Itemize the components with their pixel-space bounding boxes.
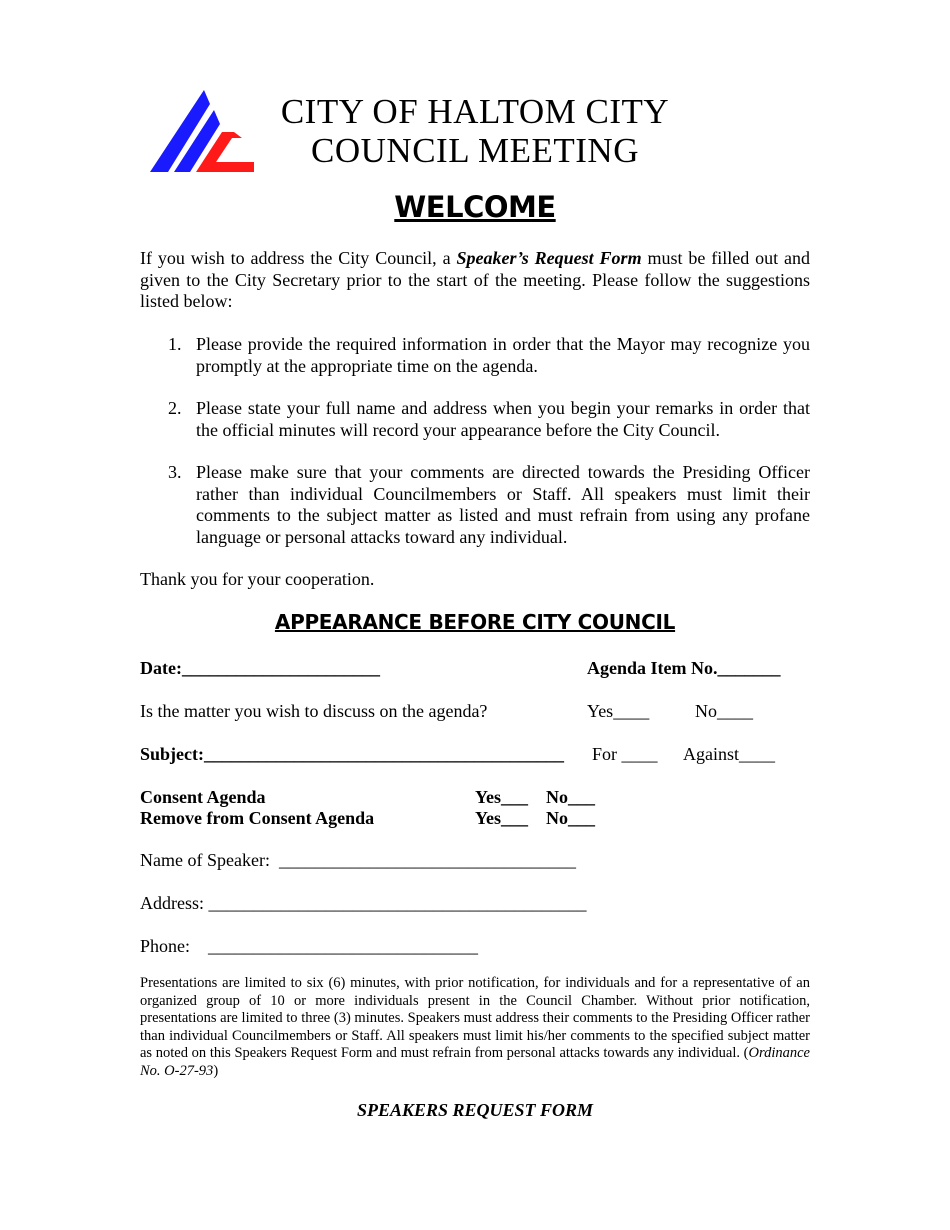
list-item <box>140 398 810 441</box>
consent-yes-field[interactable]: Yes___ <box>475 787 528 807</box>
agenda-item-field[interactable]: Agenda Item No._______ <box>587 658 781 678</box>
list-item <box>140 462 810 548</box>
haltom-city-logo-icon <box>150 86 256 174</box>
notice-close: ) <box>213 1062 219 1079</box>
list-item-number: 2. <box>168 398 182 418</box>
list-item-number: 3. <box>168 462 182 482</box>
welcome-heading: WELCOME <box>394 190 556 224</box>
intro-emphasis: Speaker’s Request Form <box>456 248 642 268</box>
intro-after: must be filled out and given to the City Secretary prior to the start of the meeting. Please follow the suggestions listed below: <box>140 248 810 311</box>
for-field[interactable]: For ____ <box>592 744 658 764</box>
list-item-number: 1. <box>168 334 182 354</box>
on-agenda-yes-field[interactable]: Yes____ <box>587 701 650 721</box>
on-agenda-question: Is the matter you wish to discuss on the agenda? <box>140 701 488 721</box>
list-item-text: Please provide the required information in order that the Mayor may recognize you promptly at the appropriate time on the agenda. <box>196 334 810 376</box>
list-item-text: Please state your full name and address when you begin your remarks in order that the official minutes will record your appearance before the City Council. <box>196 398 810 440</box>
list-item-text: Please make sure that your comments are directed towards the Presiding Officer rather than individual Councilmembers or Staff. All speakers must limit their comments to the subject matter as listed and must refrain from using any profane language or personal attacks toward any individual. <box>196 462 810 547</box>
presentation-notice <box>140 975 810 1081</box>
address-field[interactable]: Address: __________________________________________ <box>140 893 587 913</box>
intro-paragraph <box>140 248 810 313</box>
speaker-name-field[interactable]: Name of Speaker: _________________________________ <box>140 850 576 870</box>
subject-field[interactable]: Subject:________________________________________ <box>140 744 564 764</box>
on-agenda-no-field[interactable]: No____ <box>695 701 753 721</box>
phone-field[interactable]: Phone: ______________________________ <box>140 936 479 956</box>
ordinance-number: Ordinance No. O-27-93 <box>140 1045 810 1079</box>
intro-before: If you wish to address the City Council, a <box>140 248 457 268</box>
consent-agenda-label: Consent Agenda <box>140 787 266 807</box>
list-item <box>140 334 810 377</box>
remove-consent-label: Remove from Consent Agenda <box>140 808 375 828</box>
title-line-1: CITY OF HALTOM CITY <box>280 92 670 131</box>
date-field[interactable]: Date:______________________ <box>140 658 380 678</box>
consent-no-field[interactable]: No___ <box>546 787 595 807</box>
title-line-2: COUNCIL MEETING <box>311 131 639 170</box>
form-heading: APPEARANCE BEFORE CITY COUNCIL <box>274 610 676 634</box>
remove-no-field[interactable]: No___ <box>546 808 595 828</box>
against-field[interactable]: Against____ <box>683 744 775 764</box>
remove-yes-field[interactable]: Yes___ <box>475 808 528 828</box>
form-footer-title: SPEAKERS REQUEST FORM <box>356 1100 594 1120</box>
thanks-text: Thank you for your cooperation. <box>140 569 375 589</box>
notice-text: Presentations are limited to six (6) minutes, with prior notification, for individuals and for a representative of an organized group of 10 or more individuals present in the Council Chamber. Without prior notification, presentations are limited to three (3) minutes. Speakers must address their comments to the Presiding Officer rather than individual Councilmembers or Staff. All speakers must limit his/her comments to the specified subject matter as noted on this Speakers Request Form and must refrain from personal attacks towards any individual. ( <box>140 975 810 1062</box>
